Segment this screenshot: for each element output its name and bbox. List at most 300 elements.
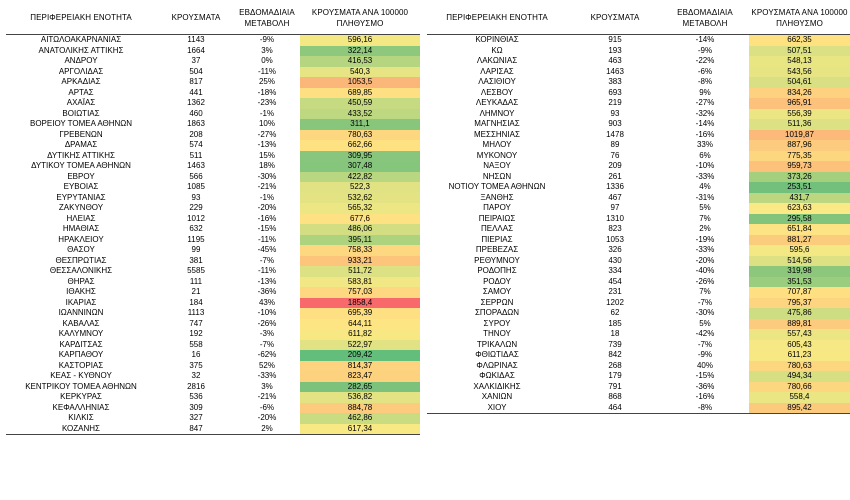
header-weekly-change-line2: ΜΕΤΑΒΟΛΗ [244, 19, 290, 28]
cell-region: ΣΠΟΡΑΔΩΝ [474, 308, 520, 317]
cell-rate: 536,82 [300, 392, 420, 403]
table-row [427, 277, 850, 288]
cell-cases: 558 [189, 339, 203, 349]
cell-region: ΤΗΝΟΥ [483, 329, 511, 338]
cell-rate: 814,37 [300, 361, 420, 372]
cell-rate: 548,13 [749, 56, 850, 67]
cell-region: ΦΩΚΙΔΑΣ [479, 371, 515, 380]
cell-weekly-change: -40% [695, 266, 715, 275]
cell-rate: 309,95 [300, 151, 420, 162]
cell-region: ΚΑΣΤΟΡΙΑΣ [58, 360, 104, 370]
table-row [427, 340, 850, 351]
cell-rate: 965,91 [749, 98, 850, 109]
header-rate-line2: ΠΛΗΘΥΣΜΟ [336, 19, 384, 28]
cell-weekly-change: -32% [695, 108, 715, 118]
table-row [6, 371, 420, 382]
cell-rate: 617,34 [300, 424, 420, 435]
cell-cases: 430 [608, 255, 622, 265]
cell-region: ΣΑΜΟΥ [482, 287, 512, 296]
cell-rate: 322,14 [300, 46, 420, 57]
table-row [427, 361, 850, 372]
cell-cases: 1085 [187, 182, 205, 191]
header-rate-line1: ΚΡΟΥΣΜΑΤΑ ΑΝΑ 100000 [311, 8, 409, 17]
cell-cases: 441 [189, 87, 203, 97]
table-row [6, 88, 420, 99]
cell-weekly-change: -33% [257, 371, 277, 380]
cell-region: ΠΑΡΟΥ [483, 203, 511, 212]
cell-region: ΓΡΕΒΕΝΩΝ [59, 129, 103, 139]
cell-cases: 504 [189, 66, 203, 76]
table-row [6, 35, 420, 46]
cell-region: ΗΜΑΘΙΑΣ [62, 224, 100, 233]
table-row [6, 77, 420, 88]
table-row [6, 67, 420, 78]
cell-cases: 1202 [606, 297, 624, 307]
cell-weekly-change: -15% [695, 371, 715, 380]
cell-region: ΚΟΡΙΝΘΙΑΣ [475, 35, 519, 44]
cell-weekly-change: -36% [257, 287, 277, 296]
cell-weekly-change: -22% [695, 56, 715, 65]
cell-weekly-change: -11% [257, 234, 277, 244]
cell-region: ΔΡΑΜΑΣ [64, 140, 98, 149]
table-row [427, 350, 850, 361]
header-region: ΠΕΡΙΦΕΡΕΙΑΚΗ ΕΝΟΤΗΤΑ [30, 13, 132, 22]
cell-weekly-change: -30% [695, 308, 715, 317]
cell-cases: 208 [189, 129, 203, 139]
cell-cases: 327 [189, 413, 203, 422]
header-cases: ΚΡΟΥΣΜΑΤΑ [171, 13, 221, 22]
cell-weekly-change: -6% [259, 402, 275, 412]
cell-region: ΛΑΡΙΣΑΣ [480, 66, 514, 76]
cell-cases: 62 [610, 308, 620, 317]
cell-weekly-change: 40% [696, 360, 713, 370]
cell-weekly-change: -7% [259, 255, 275, 265]
cell-rate: 611,23 [749, 350, 850, 361]
cell-weekly-change: -3% [259, 329, 275, 338]
cell-rate: 780,63 [300, 130, 420, 141]
table-row [427, 266, 850, 277]
cell-cases: 381 [189, 255, 203, 265]
cell-weekly-change: -9% [697, 350, 713, 359]
cell-weekly-change: -9% [259, 35, 275, 44]
table-row [427, 298, 850, 309]
cell-region: ΛΕΥΚΑΔΑΣ [475, 98, 519, 107]
cell-weekly-change: -26% [257, 318, 277, 328]
cell-region: ΠΡΕΒΕΖΑΣ [475, 245, 519, 254]
table-row [6, 298, 420, 309]
cell-cases: 847 [189, 423, 203, 433]
cell-cases: 460 [189, 108, 203, 118]
cell-region: ΚΙΛΚΙΣ [68, 413, 94, 422]
cell-region: ΡΟΔΟΥ [483, 276, 511, 286]
cell-region: ΒΟΙΩΤΙΑΣ [62, 108, 100, 118]
cell-region: ΕΥΡΥΤΑΝΙΑΣ [56, 192, 106, 202]
table-row [427, 161, 850, 172]
cell-cases: 111 [189, 276, 203, 286]
cell-rate: 644,11 [300, 319, 420, 330]
table-row [6, 319, 420, 330]
table-row [427, 235, 850, 246]
cell-weekly-change: -21% [257, 182, 277, 191]
cell-region: ΤΡΙΚΑΛΩΝ [476, 339, 518, 349]
cell-cases: 454 [608, 276, 622, 286]
cell-rate: 475,86 [749, 308, 850, 319]
cell-weekly-change: -30% [257, 171, 277, 181]
cell-cases: 1463 [606, 66, 624, 76]
cell-rate: 775,35 [749, 151, 850, 162]
table-row [6, 287, 420, 298]
cell-cases: 99 [191, 245, 201, 254]
table-row [427, 214, 850, 225]
cell-weekly-change: -20% [257, 413, 277, 422]
cell-weekly-change: -62% [257, 350, 277, 359]
table-row [427, 35, 850, 46]
table-row [427, 77, 850, 88]
table-row [427, 392, 850, 403]
cell-weekly-change: -11% [257, 266, 277, 275]
table-row [6, 56, 420, 67]
cell-rate: 351,53 [749, 277, 850, 288]
cell-cases: 229 [189, 203, 203, 212]
cell-region: ΔΥΤΙΚΟΥ ΤΟΜΕΑ ΑΘΗΝΩΝ [31, 161, 131, 170]
cell-region: ΧΑΛΚΙΔΙΚΗΣ [473, 381, 521, 391]
cell-weekly-change: -31% [695, 192, 715, 202]
cell-rate: 556,39 [749, 109, 850, 120]
cell-cases: 219 [608, 98, 622, 107]
cell-weekly-change: -7% [259, 339, 275, 349]
cell-cases: 309 [189, 402, 203, 412]
header-region: ΠΕΡΙΦΕΡΕΙΑΚΗ ΕΝΟΤΗΤΑ [446, 13, 548, 22]
cell-weekly-change: -1% [259, 108, 275, 118]
cell-rate: 504,61 [749, 77, 850, 88]
table-row [6, 214, 420, 225]
cell-region: ΑΝΑΤΟΛΙΚΗΣ ΑΤΤΙΚΗΣ [38, 45, 124, 55]
table-row [427, 98, 850, 109]
table-row [427, 329, 850, 340]
cell-rate: 295,58 [749, 214, 850, 225]
table-row [427, 88, 850, 99]
right-table [427, 8, 850, 414]
cell-weekly-change: 3% [261, 381, 273, 391]
table-row [427, 371, 850, 382]
cell-region: ΑΡΓΟΛΙΔΑΣ [58, 66, 104, 76]
cell-rate: 707,87 [749, 287, 850, 298]
cell-cases: 334 [608, 266, 622, 275]
cell-rate: 565,32 [300, 203, 420, 214]
cell-weekly-change: 18% [258, 161, 275, 170]
cell-rate: 780,63 [749, 361, 850, 372]
cell-cases: 467 [608, 192, 622, 202]
table-row [6, 308, 420, 319]
table-row [427, 140, 850, 151]
cell-weekly-change: -21% [257, 392, 277, 401]
cell-region: ΑΡΤΑΣ [68, 87, 94, 97]
cell-cases: 791 [608, 381, 622, 391]
cell-rate: 373,26 [749, 172, 850, 183]
header-rate-line1: ΚΡΟΥΣΜΑΤΑ ΑΝΑ 100000 [751, 8, 848, 17]
cell-weekly-change: -13% [257, 140, 277, 149]
cell-rate: 540,3 [300, 67, 420, 78]
cell-cases: 21 [191, 287, 201, 296]
cell-region: ΕΒΡΟΥ [67, 171, 95, 181]
cell-rate: 462,86 [300, 413, 420, 424]
cell-cases: 1113 [187, 308, 205, 317]
cell-region: ΡΟΔΟΠΗΣ [477, 266, 517, 275]
cell-cases: 18 [610, 329, 620, 338]
header-weekly-change-line2: ΜΕΤΑΒΟΛΗ [682, 19, 728, 28]
cell-weekly-change: 15% [258, 150, 275, 160]
cell-region: ΜΑΓΝΗΣΙΑΣ [474, 119, 520, 128]
cell-cases: 1195 [187, 234, 205, 244]
cell-weekly-change: -7% [697, 297, 713, 307]
table-row [6, 224, 420, 235]
cell-weekly-change: 25% [258, 77, 275, 86]
cell-region: ΔΥΤΙΚΗΣ ΑΤΤΙΚΗΣ [47, 150, 115, 160]
table-row [6, 382, 420, 393]
cell-rate: 522,3 [300, 182, 420, 193]
cell-weekly-change: -27% [695, 98, 715, 107]
cell-region: ΗΛΕΙΑΣ [66, 213, 96, 223]
cell-region: ΦΛΩΡΙΝΑΣ [476, 360, 518, 370]
cell-rate: 611,82 [300, 329, 420, 340]
cell-rate: 433,52 [300, 109, 420, 120]
cell-rate: 1019,87 [749, 130, 850, 141]
cell-cases: 184 [189, 297, 203, 307]
cell-rate: 881,27 [749, 235, 850, 246]
cell-weekly-change: 52% [258, 360, 275, 370]
cell-region: ΗΡΑΚΛΕΙΟΥ [58, 234, 104, 244]
cell-rate: 795,37 [749, 298, 850, 309]
cell-region: ΖΑΚΥΝΘΟΥ [58, 203, 104, 212]
cell-weekly-change: 5% [699, 203, 711, 212]
cell-rate: 651,84 [749, 224, 850, 235]
cell-weekly-change: 3% [261, 45, 273, 55]
cell-cases: 1362 [187, 98, 205, 107]
table-row [6, 340, 420, 351]
cell-region: ΝΟΤΙΟΥ ΤΟΜΕΑ ΑΘΗΝΩΝ [448, 182, 546, 191]
cell-rate: 507,51 [749, 46, 850, 57]
cell-weekly-change: 0% [261, 56, 273, 65]
cell-rate: 532,62 [300, 193, 420, 204]
cell-cases: 1463 [187, 161, 205, 170]
cell-rate: 311,1 [300, 119, 420, 130]
cell-weekly-change: -8% [697, 402, 713, 412]
cell-region: ΜΥΚΟΝΟΥ [476, 150, 518, 160]
cell-rate: 662,66 [300, 140, 420, 151]
table-row [6, 151, 420, 162]
cell-cases: 747 [189, 318, 203, 328]
cell-cases: 268 [608, 360, 622, 370]
cell-region: ΝΑΞΟΥ [483, 161, 511, 170]
cell-cases: 915 [608, 35, 622, 44]
cell-region: ΚΕΑΣ - ΚΥΘΝΟΥ [50, 371, 112, 380]
table-row [427, 319, 850, 330]
cell-region: ΞΑΝΘΗΣ [480, 192, 514, 202]
table-row [427, 256, 850, 267]
cell-weekly-change: -26% [695, 276, 715, 286]
cell-region: ΧΑΝΙΩΝ [481, 392, 513, 401]
cell-region: ΘΕΣΣΑΛΟΝΙΚΗΣ [49, 266, 113, 275]
cell-weekly-change: -20% [695, 255, 715, 265]
cell-region: ΚΑΛΥΜΝΟΥ [58, 329, 104, 338]
cell-weekly-change: -16% [257, 213, 277, 223]
cell-rate: 395,11 [300, 235, 420, 246]
cell-region: ΠΙΕΡΙΑΣ [481, 234, 513, 244]
cell-region: ΜΕΣΣΗΝΙΑΣ [474, 129, 520, 139]
cell-cases: 464 [608, 402, 622, 412]
table-row [6, 424, 420, 435]
cell-region: ΙΚΑΡΙΑΣ [65, 297, 97, 307]
table-row [6, 329, 420, 340]
cell-rate: 823,47 [300, 371, 420, 382]
table-row [6, 98, 420, 109]
table-row [427, 172, 850, 183]
cell-rate: 758,33 [300, 245, 420, 256]
cell-rate: 780,66 [749, 382, 850, 393]
table-header [6, 8, 420, 35]
cell-cases: 1478 [606, 129, 624, 139]
table-row [6, 203, 420, 214]
cell-cases: 192 [189, 329, 203, 338]
cell-region: ΛΑΣΙΘΙΟΥ [478, 77, 516, 86]
cell-weekly-change: -19% [695, 234, 715, 244]
table-body [427, 35, 850, 414]
header-cases: ΚΡΟΥΣΜΑΤΑ [590, 13, 640, 22]
cell-cases: 261 [608, 171, 622, 181]
table-bottom-rule [427, 413, 850, 414]
cell-cases: 179 [608, 371, 622, 380]
cell-weekly-change: -27% [257, 129, 277, 139]
cell-rate: 662,35 [749, 35, 850, 46]
header-weekly-change-line1: ΕΒΔΟΜΑΔΙΑΙΑ [677, 8, 733, 17]
cell-region: ΛΕΣΒΟΥ [480, 87, 514, 97]
table-row [6, 392, 420, 403]
cell-weekly-change: -33% [695, 171, 715, 181]
cell-rate: 1858,4 [300, 298, 420, 309]
cell-region: ΘΗΡΑΣ [67, 276, 95, 286]
cell-region: ΣΕΡΡΩΝ [480, 297, 514, 307]
table-row [6, 130, 420, 141]
cell-weekly-change: 2% [261, 423, 273, 433]
cell-rate: 557,43 [749, 329, 850, 340]
cell-cases: 1664 [187, 45, 205, 55]
cell-rate: 319,98 [749, 266, 850, 277]
cell-rate: 1053,5 [300, 77, 420, 88]
cell-weekly-change: -7% [697, 339, 713, 349]
cell-weekly-change: -16% [695, 392, 715, 401]
cell-rate: 596,16 [300, 35, 420, 46]
cell-rate: 307,48 [300, 161, 420, 172]
cell-rate: 933,21 [300, 256, 420, 267]
cell-rate: 757,03 [300, 287, 420, 298]
cell-weekly-change: -1% [259, 192, 275, 202]
cell-rate: 522,97 [300, 340, 420, 351]
cell-region: ΑΝΔΡΟΥ [64, 56, 98, 65]
cell-weekly-change: -18% [257, 87, 277, 97]
cell-rate: 543,56 [749, 67, 850, 78]
cell-weekly-change: -20% [257, 203, 277, 212]
cell-weekly-change: 10% [258, 119, 275, 128]
cell-rate: 282,65 [300, 382, 420, 393]
cell-region: ΑΧΑΪΑΣ [66, 98, 96, 107]
cell-region: ΧΙΟΥ [487, 402, 507, 412]
cell-rate: 895,42 [749, 403, 850, 414]
cell-rate: 486,06 [300, 224, 420, 235]
cell-weekly-change: -23% [257, 98, 277, 107]
table-row [427, 403, 850, 414]
table-row [6, 109, 420, 120]
table-row [427, 151, 850, 162]
cell-weekly-change: -11% [257, 66, 277, 76]
cell-region: ΦΘΙΩΤΙΔΑΣ [475, 350, 519, 359]
cell-region: ΜΗΛΟΥ [482, 140, 512, 149]
cell-weekly-change: -33% [695, 245, 715, 254]
cell-rate: 889,81 [749, 319, 850, 330]
cell-region: ΕΥΒΟΙΑΣ [63, 182, 99, 191]
cell-weekly-change: 4% [699, 182, 711, 191]
table-row [427, 109, 850, 120]
cell-region: ΠΕΙΡΑΙΩΣ [478, 213, 516, 223]
cell-region: ΝΗΣΩΝ [482, 171, 512, 181]
cell-cases: 1143 [187, 35, 205, 44]
table-row [6, 46, 420, 57]
cell-weekly-change: 9% [699, 87, 711, 97]
table-row [427, 245, 850, 256]
cell-region: ΣΥΡΟΥ [483, 318, 511, 328]
cell-cases: 817 [189, 77, 203, 86]
cell-cases: 739 [608, 339, 622, 349]
cell-cases: 1053 [606, 234, 624, 244]
cell-region: ΠΕΛΛΑΣ [480, 224, 514, 233]
cell-cases: 463 [608, 56, 622, 65]
cell-cases: 842 [608, 350, 622, 359]
table-row [6, 350, 420, 361]
cell-rate: 605,43 [749, 340, 850, 351]
cell-cases: 383 [608, 77, 622, 86]
cell-rate: 450,59 [300, 98, 420, 109]
cell-weekly-change: 7% [699, 213, 711, 223]
table-row [427, 67, 850, 78]
cell-cases: 823 [608, 224, 622, 233]
cell-cases: 632 [189, 224, 203, 233]
cell-weekly-change: -9% [697, 45, 713, 55]
cell-region: ΘΑΣΟΥ [67, 245, 95, 254]
table-row [6, 361, 420, 372]
cell-region: ΚΑΒΑΛΑΣ [62, 318, 100, 328]
table-row [427, 203, 850, 214]
cell-rate: 623,63 [749, 203, 850, 214]
cell-region: ΒΟΡΕΙΟΥ ΤΟΜΕΑ ΑΘΗΝΩΝ [29, 119, 133, 128]
cell-cases: 231 [608, 287, 622, 296]
cell-cases: 97 [610, 203, 620, 212]
cell-weekly-change: -14% [695, 119, 715, 128]
table-row [6, 172, 420, 183]
cell-cases: 16 [191, 350, 201, 359]
header-rate-line2: ΠΛΗΘΥΣΜΟ [776, 19, 823, 28]
cell-region: ΛΑΚΩΝΙΑΣ [476, 56, 518, 65]
cell-cases: 375 [189, 360, 203, 370]
cell-region: ΙΘΑΚΗΣ [66, 287, 96, 296]
cell-rate: 834,26 [749, 88, 850, 99]
cell-cases: 1310 [606, 213, 624, 223]
cell-rate: 695,39 [300, 308, 420, 319]
cell-cases: 511 [189, 150, 203, 160]
left-table [6, 8, 420, 435]
cell-rate: 422,82 [300, 172, 420, 183]
cell-weekly-change: -10% [257, 308, 277, 317]
table-row [6, 193, 420, 204]
cell-weekly-change: 2% [699, 224, 711, 233]
